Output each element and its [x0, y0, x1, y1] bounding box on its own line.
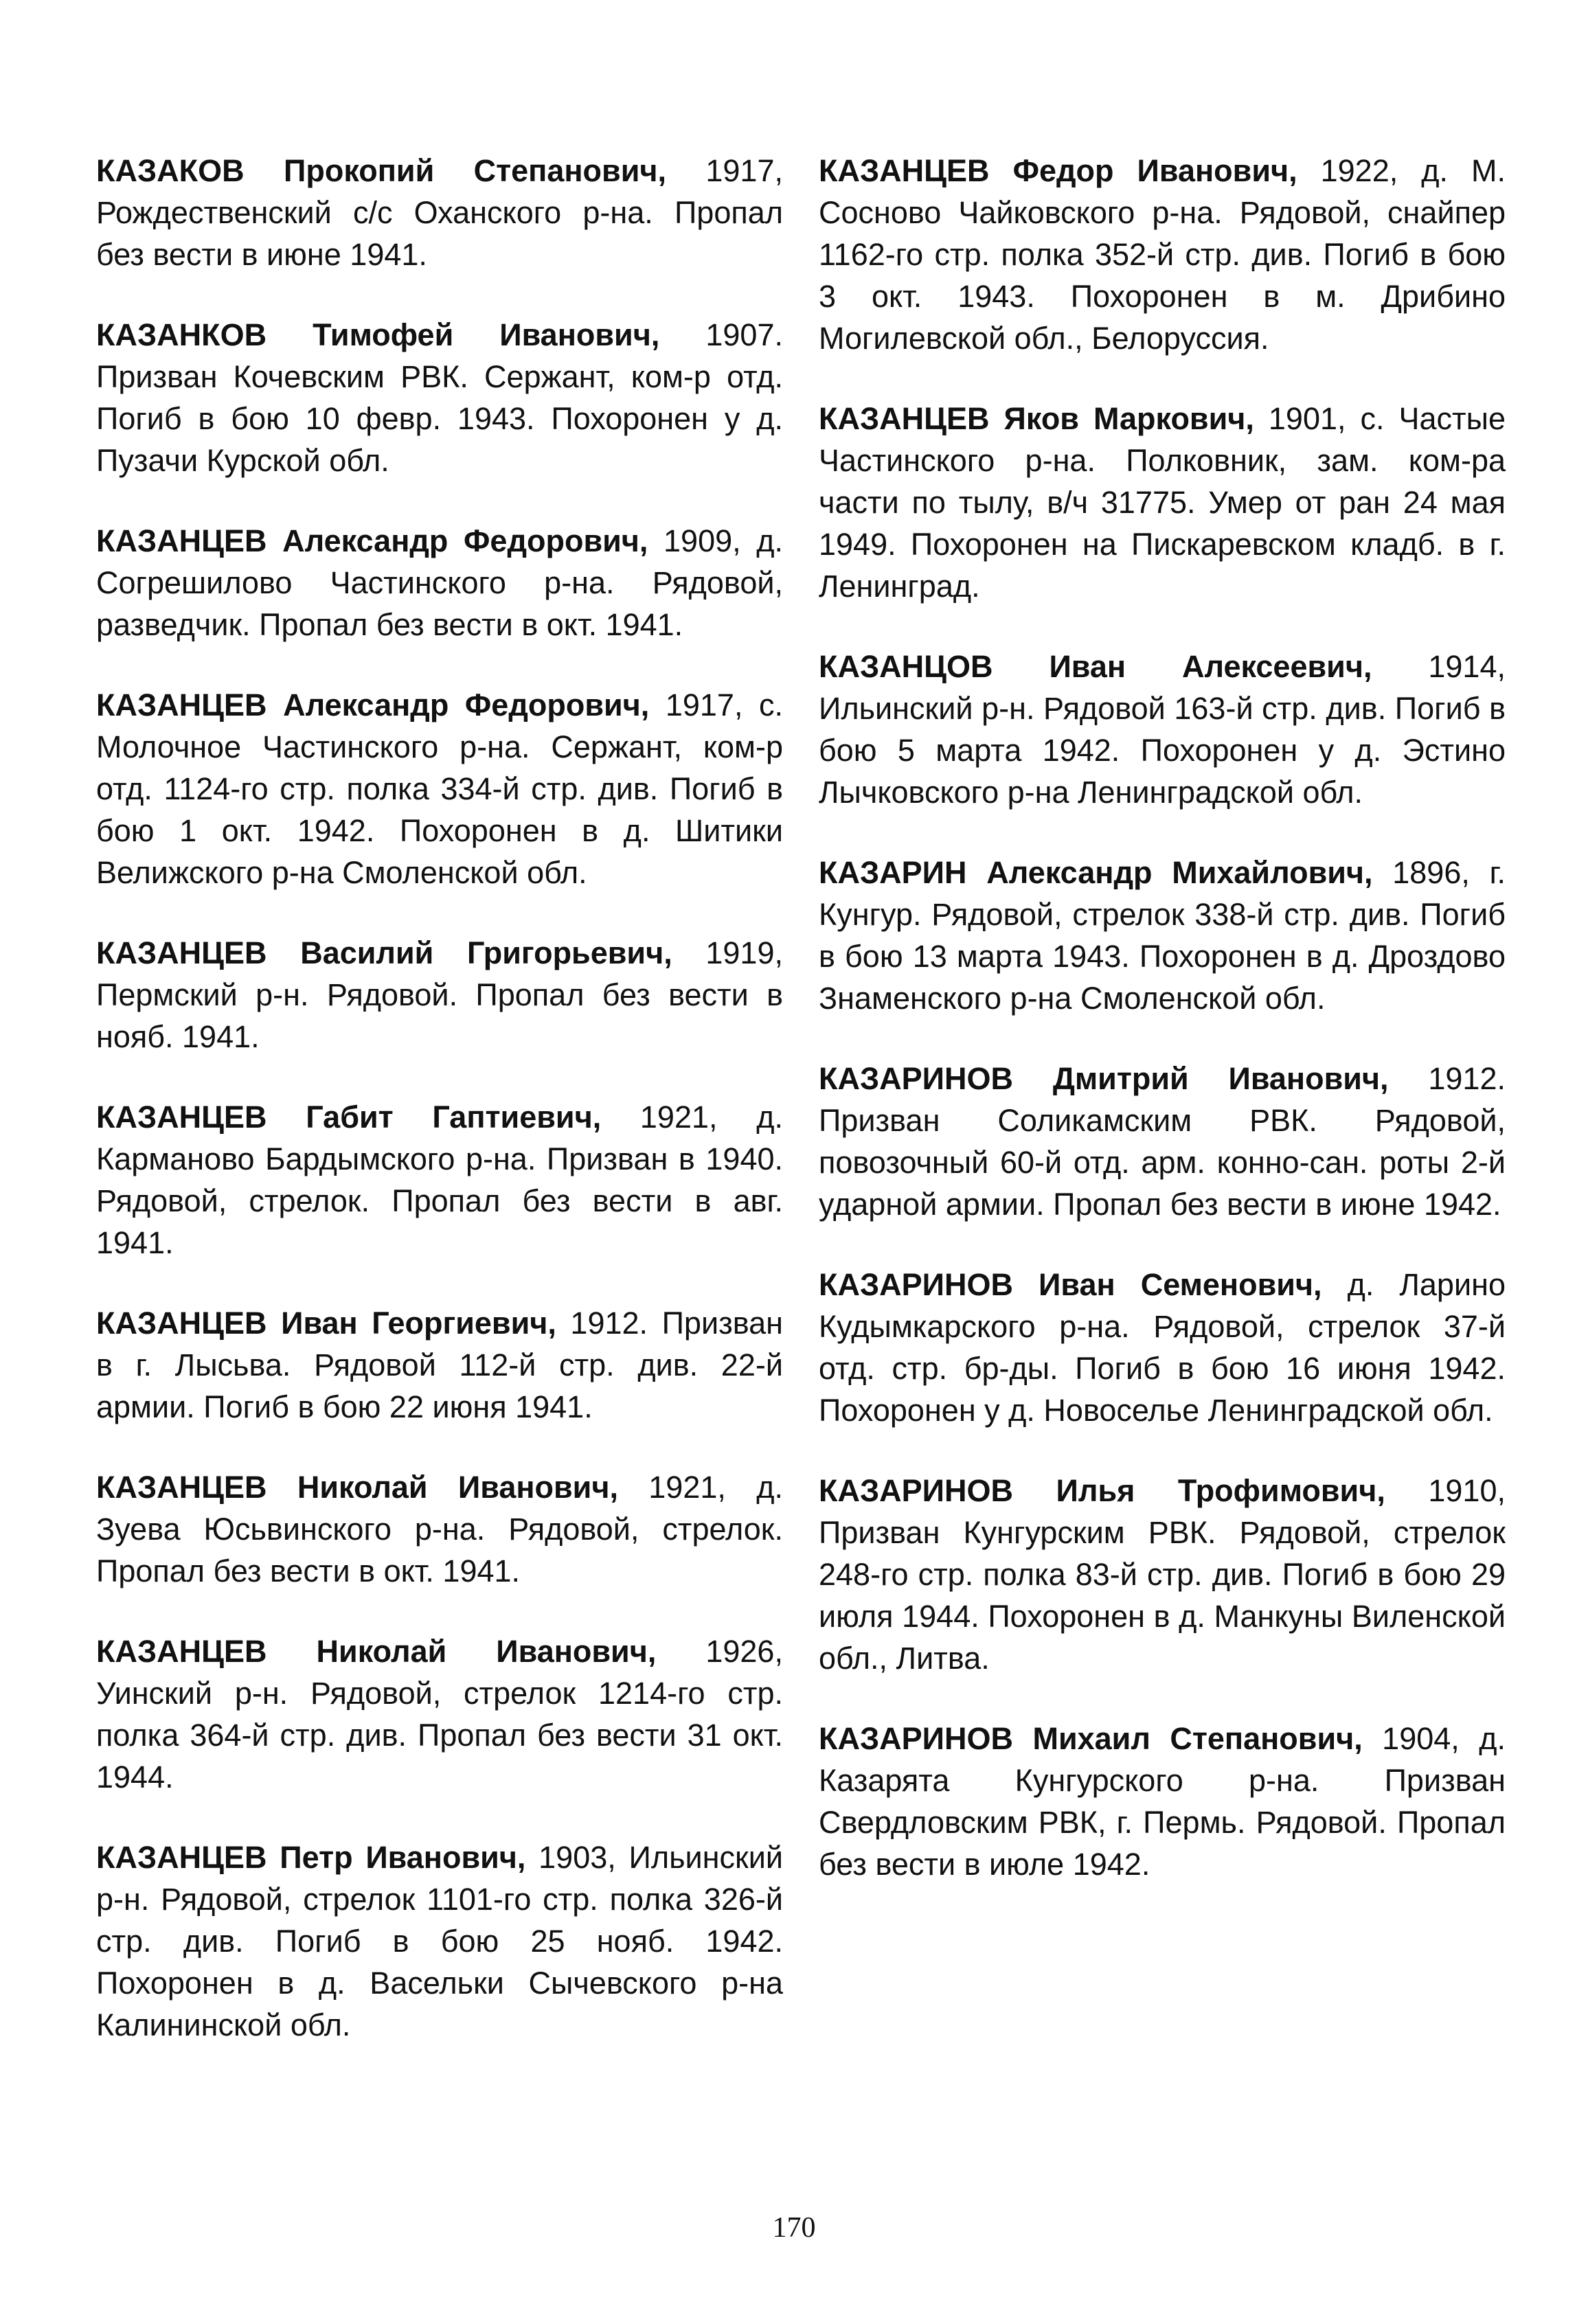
entry-given-name: Илья Трофимович, — [1056, 1473, 1385, 1508]
entry — [96, 684, 783, 893]
entry-text: 1896, г. Кунгур. Рядовой, стрелок 338-й стр. див. Погиб в бою 13 марта 1943. Похоронен в д. Дроздово Знаменского р-на Смоленской обл. — [819, 855, 1506, 1016]
entry — [96, 932, 783, 1058]
entry-surname: КАЗАНЦЕВ — [96, 1100, 267, 1135]
entry-text: 1921, д. Карманово Бардымского р-на. Призван в 1940. Рядовой, стрелок. Пропал без вести в авг. 1941. — [96, 1100, 783, 1260]
entry — [96, 1302, 783, 1428]
entry-surname: КАЗАНЦОВ — [819, 649, 993, 684]
entry-surname: КАЗАКОВ — [96, 153, 245, 188]
entry — [819, 150, 1506, 359]
entry-text: 1909, д. Согрешилово Частинского р-на. Рядовой, разведчик. Пропал без вести в окт. 1941. — [96, 523, 783, 642]
entry — [96, 520, 783, 646]
entry-surname: КАЗАНЦЕВ — [96, 523, 267, 558]
entry-text: 1903, Ильинский р-н. Рядовой, стрелок 1101-го стр. полка 326-й стр. див. Погиб в бою 25 нояб. 1942. Похоронен в д. Васельки Сычевского р-на Калининской обл. — [96, 1840, 783, 2042]
entry-surname: КАЗАРИНОВ — [819, 1721, 1014, 1756]
entry-surname: КАЗАНЦЕВ — [819, 401, 990, 436]
entry-given-name: Дмитрий Иванович, — [1052, 1061, 1389, 1096]
entry-given-name: Габит Гаптиевич, — [306, 1100, 602, 1135]
entry — [819, 1058, 1506, 1225]
entry — [819, 398, 1506, 607]
entry — [819, 1470, 1506, 1679]
entry-surname: КАЗАНЦЕВ — [96, 1840, 267, 1875]
entry-given-name: Иван Георгиевич, — [281, 1306, 556, 1341]
entry — [96, 314, 783, 481]
entry-text: 1919, Пермский р-н. Рядовой. Пропал без вести в нояб. 1941. — [96, 935, 783, 1054]
page-number: 170 — [772, 2212, 816, 2244]
entry-surname: КАЗАНЦЕВ — [96, 1470, 267, 1505]
entry-surname: КАЗАРИНОВ — [819, 1473, 1014, 1508]
entry-given-name: Иван Семенович, — [1039, 1267, 1322, 1302]
entry — [96, 1630, 783, 1798]
entry-given-name: Александр Федорович, — [283, 687, 650, 722]
entry-text: 1926, Уинский р-н. Рядовой, стрелок 1214-го стр. полка 364-й стр. див. Пропал без вести 31 окт. 1944. — [96, 1634, 783, 1795]
entry-given-name: Александр Михайлович, — [986, 855, 1373, 890]
entry — [819, 852, 1506, 1019]
entry-surname: КАЗАНЦЕВ — [96, 687, 267, 722]
entry-given-name: Николай Иванович, — [316, 1634, 657, 1669]
entry-surname: КАЗАРИНОВ — [819, 1267, 1014, 1302]
entry-surname: КАЗАНЦЕВ — [96, 1634, 267, 1669]
entry-given-name: Николай Иванович, — [297, 1470, 618, 1505]
entry — [96, 150, 783, 275]
entry-given-name: Яков Маркович, — [1003, 401, 1254, 436]
entry-text: 1917, с. Молочное Частинского р-на. Сержант, ком-р отд. 1124-го стр. полка 334-й стр. див. Погиб в бою 1 окт. 1942. Похоронен в д. Шитики Велижского р-на Смоленской обл. — [96, 687, 783, 890]
entry — [819, 646, 1506, 813]
entry-text: 1914, Ильинский р-н. Рядовой 163-й стр. див. Погиб в бою 5 марта 1942. Похоронен у д. Эстино Лычковского р-на Ленинградской обл. — [819, 649, 1506, 810]
entry-surname: КАЗАНЦЕВ — [96, 935, 267, 970]
entry-given-name: Михаил Степанович, — [1032, 1721, 1363, 1756]
entry-text: 1922, д. М. Сосново Чайковского р-на. Рядовой, снайпер 1162-го стр. полка 352-й стр. див. Погиб в бою 3 окт. 1943. Похоронен в м. Дрибино Могилевской обл., Белоруссия. — [819, 153, 1506, 356]
entry — [96, 1466, 783, 1592]
entry-text: 1910, Призван Кунгурским РВК. Рядовой, стрелок 248-го стр. полка 83-й стр. див. Погиб в бою 29 июля 1944. Похоронен в д. Манкуны Виленской обл., Литва. — [819, 1473, 1506, 1676]
entry-surname: КАЗАРИН — [819, 855, 967, 890]
entry-given-name: Федор Иванович, — [1012, 153, 1297, 188]
entry — [96, 1096, 783, 1264]
entry-given-name: Тимофей Иванович, — [313, 317, 660, 352]
entry-surname: КАЗАНЦЕВ — [96, 1306, 267, 1341]
entry-given-name: Александр Федорович, — [282, 523, 648, 558]
entry-text: 1907. Призван Кочевским РВК. Сержант, ком-р отд. Погиб в бою 10 февр. 1943. Похоронен у д. Пузачи Курской обл. — [96, 317, 783, 478]
entry-text: 1904, д. Казарята Кунгурского р-на. Призван Свердловским РВК, г. Пермь. Рядовой. Пропал без вести в июле 1942. — [819, 1721, 1506, 1882]
left-column — [96, 150, 783, 2084]
entry-given-name: Прокопий Степанович, — [284, 153, 666, 188]
entry-surname: КАЗАНКОВ — [96, 317, 267, 352]
entry-surname: КАЗАНЦЕВ — [819, 153, 990, 188]
entry-text: 1917, Рождественский с/с Оханского р-на. Пропал без вести в июне 1941. — [96, 153, 783, 272]
entry-given-name: Петр Иванович, — [280, 1840, 526, 1875]
entry-text: 1912. Призван в г. Лысьва. Рядовой 112-й стр. див. 22-й армии. Погиб в бою 22 июня 1941. — [96, 1306, 783, 1424]
entry-text: 1901, с. Частые Частинского р-на. Полковник, зам. ком-ра части по тылу, в/ч 31775. Умер от ран 24 мая 1949. Похоронен на Пискаревском кладб. в г. Ленинград. — [819, 401, 1506, 604]
entry-text: 1921, д. Зуева Юсьвинского р-на. Рядовой, стрелок. Пропал без вести в окт. 1941. — [96, 1470, 783, 1588]
entry-surname: КАЗАРИНОВ — [819, 1061, 1014, 1096]
entry-text: д. Ларино Кудымкарского р-на. Рядовой, стрелок 37-й отд. стр. бр-ды. Погиб в бою 16 июня 1942. Похоронен у д. Новоселье Ленинградской обл. — [819, 1267, 1506, 1428]
right-column — [819, 150, 1506, 1924]
entry — [819, 1264, 1506, 1431]
entry-given-name: Иван Алексеевич, — [1049, 649, 1372, 684]
entry-given-name: Василий Григорьевич, — [300, 935, 672, 970]
entry-text: 1912. Призван Соликамским РВК. Рядовой, повозочный 60-й отд. арм. конно-сан. роты 2-й ударной армии. Пропал без вести в июне 1942. — [819, 1061, 1506, 1222]
entry — [819, 1718, 1506, 1885]
entry — [96, 1836, 783, 2046]
